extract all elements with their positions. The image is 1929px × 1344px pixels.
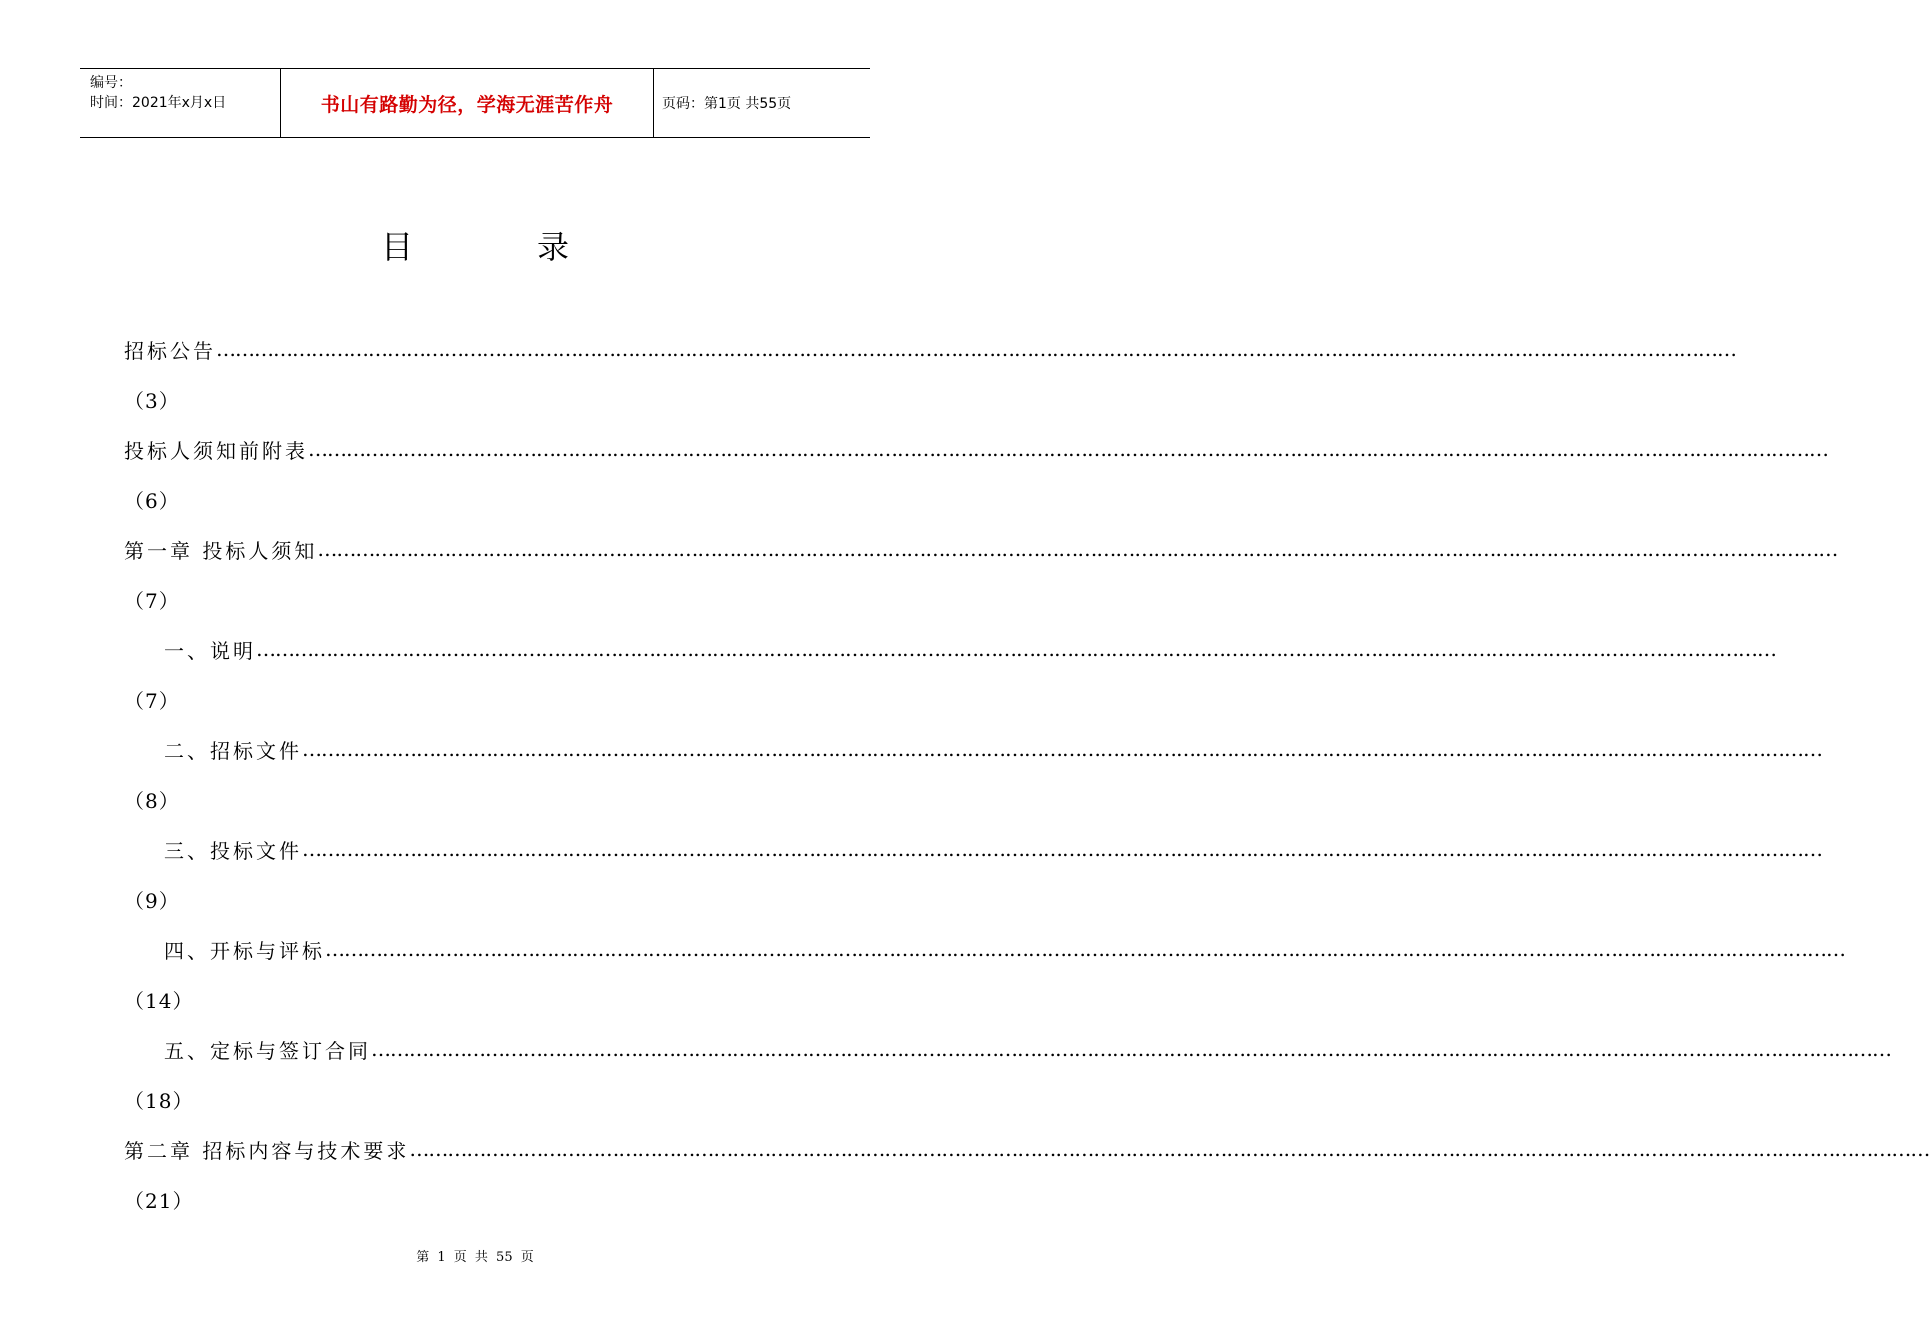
toc-page-number: （9） bbox=[124, 888, 180, 913]
toc-item-label: 三、投标文件 bbox=[164, 838, 302, 863]
number-label: 编号： bbox=[90, 75, 132, 91]
toc-leader-dots: …………………………………………………………………………………………………………………………………………………………………………………………………………………… bbox=[216, 337, 1736, 361]
toc-item-label: 第二章 招标内容与技术要求 bbox=[124, 1138, 410, 1163]
header-meta bbox=[80, 69, 281, 137]
header-motto: 书山有路勤为径，学海无涯苦作舟 bbox=[281, 69, 654, 137]
page-footer: 第 1 页 共 55 页 bbox=[416, 1250, 534, 1265]
toc-item[interactable] bbox=[124, 724, 1822, 774]
toc-page-number: （21） bbox=[124, 1188, 194, 1213]
toc-page-row bbox=[124, 774, 830, 824]
toc-page-number: （7） bbox=[124, 588, 180, 613]
toc-leader-dots: …………………………………………………………………………………………………………………………………………………………………………………………………………………… bbox=[302, 837, 1822, 861]
toc-page-row bbox=[124, 474, 830, 524]
toc-page-number: （6） bbox=[124, 488, 180, 513]
toc-item-label: 第一章 投标人须知 bbox=[124, 538, 318, 563]
toc-page-number: （8） bbox=[124, 788, 180, 813]
toc-item[interactable] bbox=[124, 324, 1736, 374]
document-header bbox=[80, 68, 870, 138]
toc-item[interactable] bbox=[124, 524, 1838, 574]
toc-page-row bbox=[124, 574, 830, 624]
toc-item[interactable] bbox=[124, 824, 1822, 874]
toc-item-label: 二、招标文件 bbox=[164, 738, 302, 763]
toc-leader-dots: …………………………………………………………………………………………………………………………………………………………………………………………………………………… bbox=[317, 537, 1838, 561]
toc-leader-dots: …………………………………………………………………………………………………………………………………………………………………………………………………………………… bbox=[256, 637, 1776, 661]
toc-item-label: 五、定标与签订合同 bbox=[164, 1038, 371, 1063]
table-of-contents bbox=[124, 324, 1929, 1224]
toc-item-label: 投标人须知前附表 bbox=[124, 438, 308, 463]
toc-page-number: （7） bbox=[124, 688, 180, 713]
toc-leader-dots: …………………………………………………………………………………………………………………………………………………………………………………………………………………… bbox=[302, 737, 1822, 761]
toc-leader-dots: …………………………………………………………………………………………………………………………………………………………………………………………………………………… bbox=[325, 937, 1845, 961]
toc-page-row bbox=[124, 674, 830, 724]
time-label: 时间：2021年x月x日 bbox=[90, 95, 227, 111]
toc-item[interactable] bbox=[124, 1124, 1929, 1174]
page-title: 目录 bbox=[380, 228, 693, 266]
toc-page-number: （14） bbox=[124, 988, 194, 1013]
toc-page-row bbox=[124, 1074, 830, 1124]
toc-leader-dots: …………………………………………………………………………………………………………………………………………………………………………………………………………………… bbox=[308, 437, 1828, 461]
header-page-code: 页码：第1页 共55页 bbox=[662, 96, 792, 112]
toc-page-row bbox=[124, 1174, 830, 1224]
toc-leader-dots: …………………………………………………………………………………………………………………………………………………………………………………………………………………… bbox=[409, 1137, 1929, 1161]
toc-item[interactable] bbox=[124, 424, 1828, 474]
toc-page-number: （3） bbox=[124, 388, 180, 413]
toc-page-row bbox=[124, 874, 830, 924]
toc-page-row bbox=[124, 374, 830, 424]
toc-item[interactable] bbox=[124, 1024, 1891, 1074]
toc-item-label: 招标公告 bbox=[124, 338, 216, 363]
toc-item-label: 一、说明 bbox=[164, 638, 256, 663]
toc-item-label: 四、开标与评标 bbox=[164, 938, 325, 963]
toc-item[interactable] bbox=[124, 624, 1776, 674]
toc-page-row bbox=[124, 974, 830, 1024]
toc-item[interactable] bbox=[124, 924, 1845, 974]
toc-page-number: （18） bbox=[124, 1088, 194, 1113]
toc-leader-dots: …………………………………………………………………………………………………………………………………………………………………………………………………………………… bbox=[371, 1037, 1891, 1061]
